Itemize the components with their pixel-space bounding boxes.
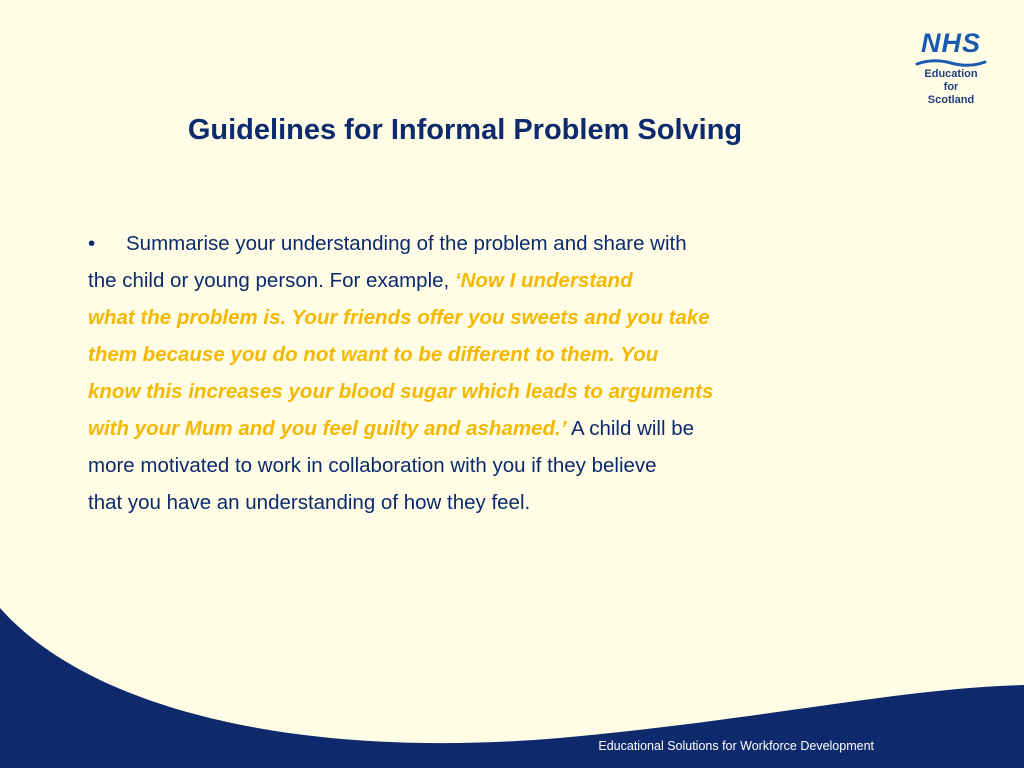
quote-line-5: know this increases your blood sugar which leads to arguments bbox=[88, 380, 714, 403]
logo-line1: Education bbox=[924, 68, 978, 80]
body-text-1: Summarise your understanding of the problem and share with bbox=[126, 232, 687, 255]
body-line-7: more motivated to work in collaboration with you if they believe bbox=[88, 454, 657, 477]
body-line-2 bbox=[88, 262, 888, 299]
logo-line3: Scotland bbox=[927, 94, 975, 106]
body-line-8: that you have an understanding of how they feel. bbox=[88, 491, 531, 514]
footer-text: Educational Solutions for Workforce Development bbox=[598, 739, 874, 753]
logo-wave-icon bbox=[915, 58, 987, 68]
quote-text-6: with your Mum and you feel guilty and ashamed.’ bbox=[88, 417, 567, 440]
body-text-2: the child or young person. For example, bbox=[88, 269, 455, 292]
body-line-6 bbox=[88, 410, 888, 447]
body-line-1 bbox=[88, 225, 888, 262]
logo-brand: NHS bbox=[920, 28, 981, 58]
logo-line2: for bbox=[943, 81, 959, 93]
quote-text-2: ‘Now I understand bbox=[454, 269, 633, 292]
slide-title: Guidelines for Informal Problem Solving bbox=[187, 114, 743, 146]
quote-line-3: what the problem is. Your friends offer you sweets and you take bbox=[88, 306, 710, 329]
body-paragraph bbox=[88, 225, 888, 521]
body-text-6: A child will be bbox=[566, 417, 695, 440]
nhs-logo bbox=[910, 28, 992, 107]
bullet-marker: • bbox=[88, 232, 96, 255]
quote-line-4: them because you do not want to be different to them. You bbox=[88, 343, 659, 366]
